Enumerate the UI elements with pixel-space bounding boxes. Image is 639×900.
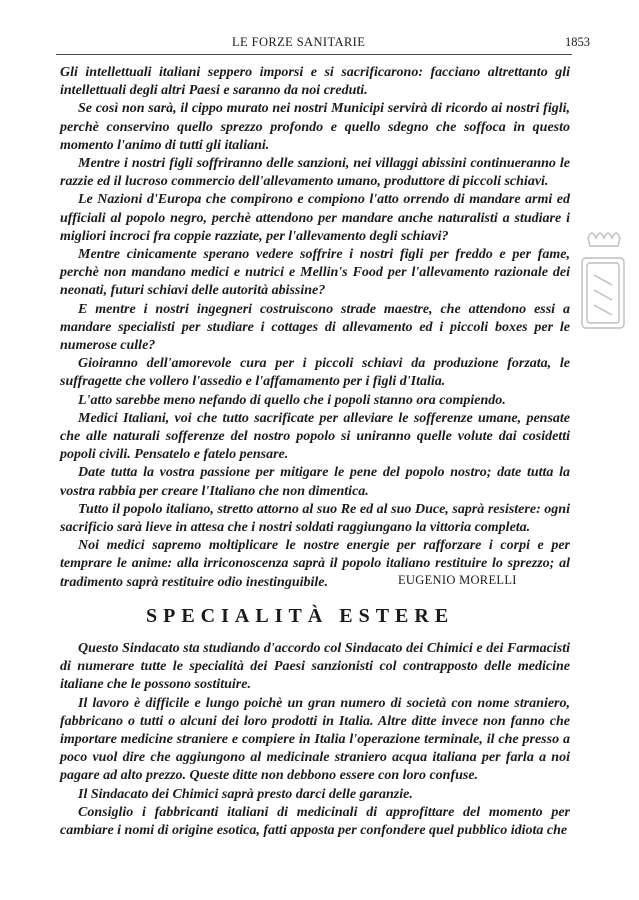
- letter-paragraph: Medici Italiani, voi che tutto sacrificate per alleviare le sofferenze umane, pensate che alle naturali sofferenze del nostro popolo si uniranno quelle volute dai cosidetti popoli civili. Pensatelo e fatelo pensare.: [60, 410, 570, 463]
- letter-paragraph: Mentre i nostri figli soffriranno delle sanzioni, nei villaggi abissini continueranno le razzie ed il lucroso commercio dell'allevamento umano, produttore di piccoli schiavi.: [60, 156, 570, 190]
- letter-paragraph: E mentre i nostri ingegneri costruiscono strade maestre, che attendono essi a mandare specialisti per studiare i cottages di allevamento ed i piccoli boxes per le numerose culle?: [60, 301, 570, 354]
- letter-paragraph: Gli intellettuali italiani seppero imporsi e si sacrificarono: facciano altrettanto gli intellettuali degli altri Paesi e saranno da noi creduti.: [60, 65, 570, 99]
- letter-paragraph: Gioiranno dell'amorevole cura per i piccoli schiavi da produzione forzata, le suffragette che vollero l'assedio e l'affamamento per i figli d'Italia.: [60, 356, 570, 390]
- library-stamp-icon: [574, 220, 632, 338]
- letter-body: [60, 64, 570, 592]
- letter-paragraph: Mentre cinicamente sperano vedere soffrire i nostri figli per freddo e per fame, perchè non mandano medici e nutrici e Mellin's Food per l'allevamento razionale dei neonati, futuri schiavi delle autorità abissine?: [60, 247, 570, 299]
- section-heading: SPECIALITÀ ESTERE: [146, 605, 455, 627]
- section-paragraph: Questo Sindacato sta studiando d'accordo col Sindacato dei Chimici e dei Farmacisti di numerare tutte le specialità dei Paesi sanzionisti col contrapposto delle medicine italiane che le possono sostituire.: [60, 641, 570, 693]
- letter-paragraph: Tutto il popolo italiano, stretto attorno al suo Re ed al suo Duce, saprà resistere: ogni sacrificio sarà lieve in attesa che i nostri soldati raggiungano la vittoria completa.: [60, 501, 570, 536]
- section-paragraph: Il Sindacato dei Chimici saprà presto darci delle garanzie.: [78, 786, 413, 802]
- section-paragraph: Il lavoro è difficile e lungo poichè un gran numero di società con nome straniero, fabbricano o tutti o alcuni dei loro prodotti in Italia. Altre ditte invece non fanno che importare medicine straniere e compiere in Italia l'operazione terminale, il che presso a poco vuol dire che aggiungono al medicinale straniero acqua italiana per farla a noi pagare ad alto prezzo. Queste ditte non debbono essere con loro confuse.: [60, 695, 570, 784]
- letter-paragraph: L'atto sarebbe meno nefando di quello che i popoli stanno ora compiendo.: [78, 392, 506, 408]
- letter-paragraph: Date tutta la vostra passione per mitigare le pene del popolo nostro; date tutta la vostra rabbia per creare l'Italiano che non dimentica.: [60, 465, 570, 499]
- letter-paragraph: Le Nazioni d'Europa che compirono e compiono l'atto orrendo di mandare armi ed ufficiali al popolo negro, perchè attendono per mandare anche naturalisti a studiare i migliori incroci fra coppie razziate, per l'allevamento degli schiavi?: [60, 192, 570, 244]
- running-header-title: LE FORZE SANITARIE: [232, 35, 366, 49]
- section-paragraph: Consiglio i fabbricanti italiani di medicinali di approfittare del momento per cambiare i nomi di origine esotica, fatti apposta per confondere quel pubblico idiota che: [60, 804, 570, 839]
- author-signature: EUGENIO MORELLI: [398, 573, 517, 587]
- section-body: [60, 640, 570, 840]
- header-rule: [56, 54, 572, 55]
- letter-paragraph: Se così non sarà, il cippo murato nei nostri Municipi servirà di ricordo ai nostri figli, perchè conservino quello sprezzo profondo e quello sdegno che soffoca in questo momento l'animo di tutti gli italiani.: [60, 101, 570, 153]
- letter-paragraph: Noi medici sapremo moltiplicare le nostre energie per rafforzare i corpi e per temprare le anime: alla irriconoscenza saprà il popolo italiano restituire lo sprezzo; al tradimento saprà restituire odio inestinguibile.: [60, 538, 570, 590]
- page-number: 1853: [565, 35, 590, 49]
